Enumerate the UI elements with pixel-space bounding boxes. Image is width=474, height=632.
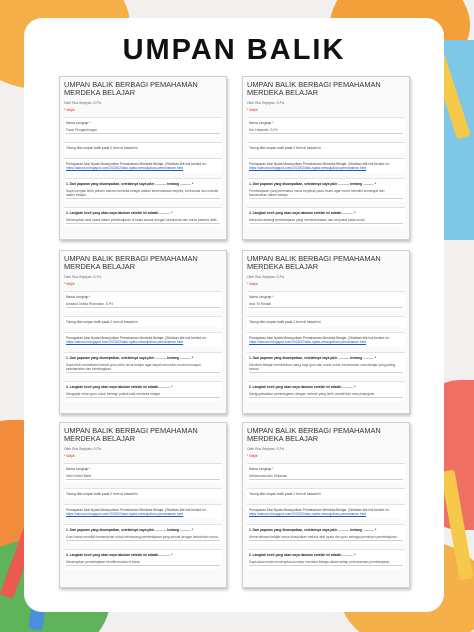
name-answer: Isna Tri Rosadi	[249, 302, 403, 308]
question-1-label: 1. Dari paparan yang disampaikan, setelahnya saya pikir ............ tentang ............ *	[249, 355, 377, 360]
summary-section	[64, 158, 222, 173]
question-2-section	[247, 381, 405, 401]
response-form-card	[59, 422, 227, 588]
question-2-answer: Mencoba strategi pembelajaran yang memerdekakan dan berpusat pada murid.	[249, 218, 403, 224]
response-form-card	[242, 422, 410, 588]
required-note: * Wajib	[247, 453, 258, 458]
name-answer: Muhammad Aris Setiawan	[249, 474, 403, 480]
summary-section	[64, 332, 222, 347]
question-1-label: 1. Dari paparan yang disampaikan, setelahnya saya pikir ............ tentang ............ *	[66, 527, 194, 532]
question-2-section	[64, 207, 222, 227]
summary-label: Pemaparan Aksi Nyata Mewujudkan Pemahaman Merdeka Belajar. (Silahkan klik link berikut ini :	[249, 335, 391, 340]
page-title: UMPAN BALIK	[122, 34, 346, 66]
required-note: * Wajib	[64, 453, 75, 458]
name-answer: Fauzi Pengambingan	[66, 128, 220, 134]
feedback-intro: Tolong diisi umpan balik pada 2 form di bawah ini	[247, 488, 405, 499]
summary-label: Pemaparan Aksi Nyata Mewujudkan Pemahaman Merdeka Belajar. (Silahkan klik link berikut ini :	[66, 161, 208, 166]
required-note: * Wajib	[64, 281, 75, 286]
question-2-section	[247, 549, 405, 569]
feedback-intro: Tolong diisi umpan balik pada 2 form di bawah ini	[64, 142, 222, 153]
required-note: * Wajib	[64, 107, 75, 112]
form-title: UMPAN BALIK BERBAGI PEMAHAMAN MERDEKA BELAJAR	[64, 426, 198, 444]
form-title: UMPAN BALIK BERBAGI PEMAHAMAN MERDEKA BELAJAR	[247, 254, 381, 272]
form-title: UMPAN BALIK BERBAGI PEMAHAMAN MERDEKA BELAJAR	[64, 80, 198, 98]
question-2-answer: Saya akan mulai menerapkan konsep merdeka belajar dalam setiap perencanaan pembelajaran.	[249, 560, 403, 566]
summary-link[interactable]: https://akrusroi.blogspot.com/2023/02/aksi-nyata-mewujudkan-pemahaman.html	[66, 511, 184, 516]
name-label: Nama Lengkap *	[66, 294, 91, 299]
form-title: UMPAN BALIK BERBAGI PEMAHAMAN MERDEKA BELAJAR	[64, 254, 198, 272]
form-author: Oleh Rus Septyan, S.Pd.	[64, 446, 102, 451]
question-2-label: 2. Langkah kecil yang akan saya lakukan setelah ini adalah ............ *	[249, 552, 356, 557]
question-2-label: 2. Langkah kecil yang akan saya lakukan setelah ini adalah ............ *	[249, 384, 356, 389]
question-2-label: 2. Langkah kecil yang akan saya lakukan setelah ini adalah ............ *	[249, 210, 356, 215]
summary-section	[247, 504, 405, 519]
required-note: * Wajib	[247, 107, 258, 112]
question-2-section	[64, 381, 222, 401]
form-title: UMPAN BALIK BERBAGI PEMAHAMAN MERDEKA BELAJAR	[247, 426, 381, 444]
question-1-answer: Guru harus memiliki kemampuan untuk merancang pembelajaran yang sesuai dengan kebutuhan murid.	[66, 534, 219, 539]
question-2-answer: Mengajak rekan guru untuk berbagi praktik baik merdeka belajar.	[66, 392, 220, 398]
response-form-card	[59, 250, 227, 414]
question-1-answer: Saya lebih memahami bahwa guru perlu terus belajar agar dapat menuntun murid mencapai keselamatan dan kebahagiaan.	[66, 363, 220, 373]
name-label: Nama Lengkap *	[249, 466, 274, 471]
question-2-answer: Mengoptimalkan pembelajaran dengan metode yang lebih variatif dan menyenangkan.	[249, 392, 403, 398]
question-1-section	[64, 352, 222, 376]
feedback-intro: Tolong diisi umpan balik pada 2 form di bawah ini	[247, 142, 405, 153]
question-1-section	[247, 352, 405, 376]
question-1-section	[64, 178, 222, 202]
required-note: * Wajib	[247, 281, 258, 286]
name-answer: Anisatul Dahlia Rhamdani, S.Pd	[66, 302, 220, 308]
question-1-answer: Pembelajaran yang bermakna harus berpihak pada murid agar murid memiliki semangat dan kemandirian dalam belajar.	[249, 189, 403, 199]
name-section	[64, 463, 222, 483]
form-title: UMPAN BALIK BERBAGI PEMAHAMAN MERDEKA BELAJAR	[247, 80, 381, 98]
name-section	[64, 291, 222, 311]
question-1-label: 1. Dari paparan yang disampaikan, setelahnya saya pikir ............ tentang ............ *	[249, 527, 377, 532]
summary-label: Pemaparan Aksi Nyata Mewujudkan Pemahaman Merdeka Belajar. (Silahkan klik link berikut ini :	[249, 507, 391, 512]
form-author: Oleh Rus Septyan, S.Pd.	[247, 446, 285, 451]
question-1-answer: Saya menjadi lebih paham bahwa merdeka belajar adalah kemerdekaan berpikir, berinovasi dan mandiri dalam belajar.	[66, 188, 219, 197]
feedback-intro: Tolong diisi umpan balik pada 2 form di bawah ini	[64, 316, 222, 327]
question-2-answer: Menerapkan pembelajaran berdiferensiasi di kelas.	[66, 560, 220, 566]
name-answer: Nur Hasanah, S.Pd	[249, 128, 403, 134]
question-1-answer: Kemerdekaan belajar harus diwujudkan melalui aksi nyata dari guru sebagai pemimpin pembelajaran.	[249, 535, 403, 541]
form-author: Oleh Rus Septyan, S.Pd.	[247, 274, 285, 279]
name-section	[247, 117, 405, 137]
response-form-card	[242, 76, 410, 240]
question-2-label: 2. Langkah kecil yang akan saya lakukan setelah ini adalah ............ *	[66, 210, 173, 215]
name-section	[64, 117, 222, 137]
question-1-section	[247, 178, 405, 202]
summary-section	[247, 158, 405, 173]
name-label: Nama Lengkap *	[249, 294, 274, 299]
response-form-card	[59, 76, 227, 240]
summary-section	[247, 332, 405, 347]
summary-section	[64, 504, 222, 519]
question-2-section	[247, 207, 405, 227]
name-label: Nama Lengkap *	[249, 120, 274, 125]
summary-link[interactable]: https://akrusroi.blogspot.com/2023/02/aksi-nyata-mewujudkan-pemahaman.html	[249, 339, 367, 344]
question-1-section	[64, 524, 222, 544]
form-author: Oleh Rus Septyan, S.Pd.	[64, 274, 102, 279]
question-2-answer: Menerapkan aksi nyata dalam pembelajaran di kelas sesuai dengan kebutuhan dan minat peserta didik.	[66, 218, 220, 224]
summary-link[interactable]: https://akrusroi.blogspot.com/2023/02/aksi-nyata-mewujudkan-pemahaman.html	[249, 165, 367, 170]
summary-link[interactable]: https://akrusroi.blogspot.com/2023/02/aksi-nyata-mewujudkan-pemahaman.html	[66, 165, 184, 170]
question-1-label: 1. Dari paparan yang disampaikan, setelahnya saya pikir ............ tentang ............ *	[66, 355, 194, 360]
question-2-label: 2. Langkah kecil yang akan saya lakukan setelah ini adalah ............ *	[66, 552, 173, 557]
summary-link[interactable]: https://akrusroi.blogspot.com/2023/02/aksi-nyata-mewujudkan-pemahaman.html	[66, 339, 184, 344]
name-label: Nama Lengkap *	[66, 120, 91, 125]
question-2-section	[64, 549, 222, 569]
question-1-section	[247, 524, 405, 544]
form-author: Oleh Rus Septyan, S.Pd.	[64, 100, 102, 105]
summary-link[interactable]: https://akrusroi.blogspot.com/2023/02/aksi-nyata-mewujudkan-pemahaman.html	[249, 511, 367, 516]
question-1-answer: Merdeka belajar memberikan ruang bagi guru dan murid untuk menentukan cara belajar yang paling sesuai.	[249, 363, 403, 373]
feedback-intro: Tolong diisi umpan balik pada 2 form di bawah ini	[247, 316, 405, 327]
feedback-intro: Tolong diisi umpan balik pada 2 form di bawah ini	[64, 488, 222, 499]
summary-label: Pemaparan Aksi Nyata Mewujudkan Pemahaman Merdeka Belajar. (Silahkan klik link berikut ini :	[66, 335, 208, 340]
question-1-label: 1. Dari paparan yang disampaikan, setelahnya saya pikir ............ tentang ............ *	[249, 181, 377, 186]
name-section	[247, 463, 405, 483]
question-2-label: 2. Langkah kecil yang akan saya lakukan setelah ini adalah ............ *	[66, 384, 173, 389]
name-label: Nama Lengkap *	[66, 466, 91, 471]
name-answer: Irfan Khoiril Bahri	[66, 474, 220, 480]
summary-label: Pemaparan Aksi Nyata Mewujudkan Pemahaman Merdeka Belajar. (Silahkan klik link berikut ini :	[249, 161, 391, 166]
question-1-label: 1. Dari paparan yang disampaikan, setelahnya saya pikir ............ tentang ............ *	[66, 181, 194, 186]
response-form-card	[242, 250, 410, 414]
summary-label: Pemaparan Aksi Nyata Mewujudkan Pemahaman Merdeka Belajar. (Silahkan klik link berikut ini :	[66, 507, 208, 512]
name-section	[247, 291, 405, 311]
form-author: Oleh Rus Septyan, S.Pd.	[247, 100, 285, 105]
